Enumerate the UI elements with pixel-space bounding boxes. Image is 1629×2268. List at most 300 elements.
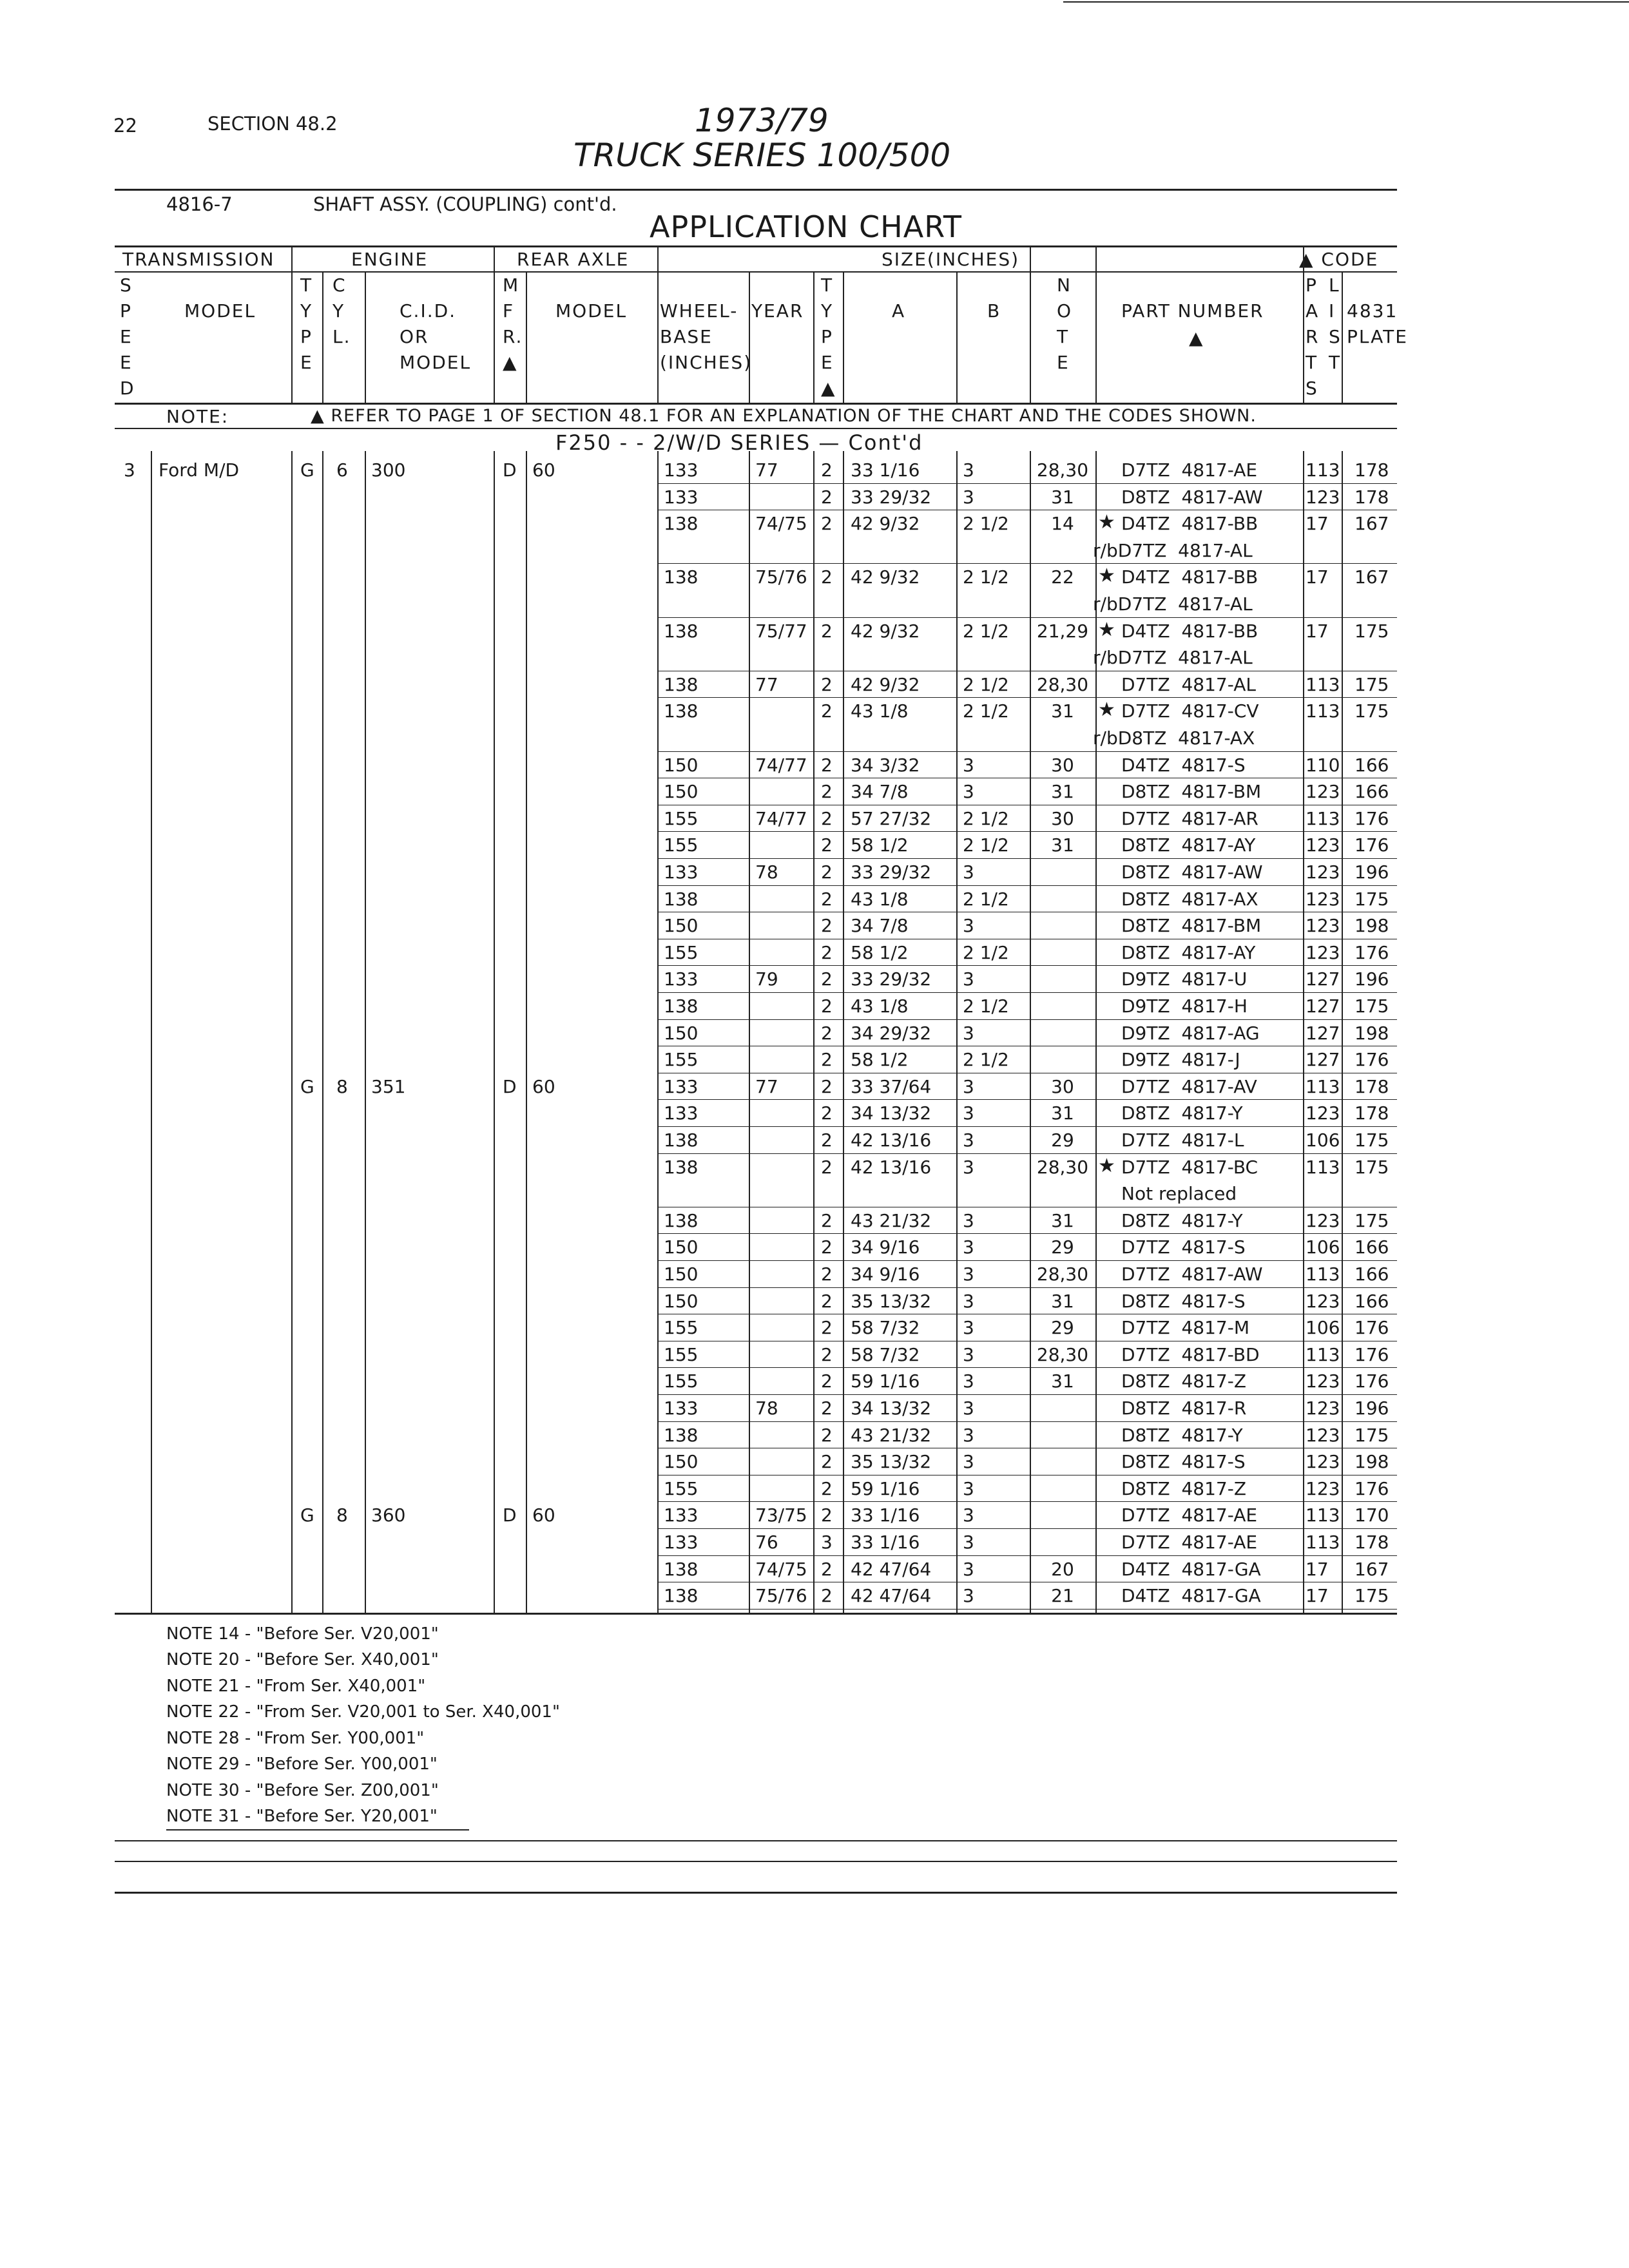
year-cell: 73/75 [755,1504,807,1526]
a-dimension-cell: 34 9/16 [851,1236,920,1258]
plate-code-cell: 166 [1354,1236,1389,1258]
size-type-cell: 2 [821,1022,833,1044]
plate-code-cell: 178 [1354,1102,1389,1124]
part-number-cell: D8TZ 4817-AW [1121,861,1263,883]
plate-code-cell: 175 [1354,620,1389,642]
plate-code-cell: 196 [1354,968,1389,990]
body-col-divider [365,451,366,1613]
parts-code-cell: 113 [1306,1075,1340,1097]
parts-code-cell: 113 [1306,673,1340,695]
size-type-cell: 2 [821,968,833,990]
engine-type-cell: G [300,1075,314,1097]
wheelbase-cell: 133 [664,1102,699,1124]
a-dimension-cell: 34 3/32 [851,754,920,776]
b-dimension-cell: 3 [963,968,974,990]
wheelbase-cell: 138 [664,673,699,695]
b-dimension-cell: 3 [963,1451,974,1473]
cylinder-cell: 8 [336,1504,348,1526]
parts-code-cell: 113 [1306,1532,1340,1553]
size-type-cell: 2 [821,1317,833,1339]
parts-code-cell: 127 [1306,1049,1340,1071]
b-dimension-cell: 2 1/2 [963,566,1009,588]
wheelbase-cell: 150 [664,1290,699,1312]
body-col-divider [526,451,527,1613]
list-header-letter: T [1329,352,1342,373]
parts-code-cell: 106 [1306,1236,1340,1258]
body-col-divider [813,451,815,1613]
plate-code-cell: 167 [1354,1558,1389,1580]
plate-code-cell: 176 [1354,1049,1389,1071]
footnote-line: NOTE 29 - "Before Ser. Y00,001" [166,1754,438,1774]
body-col-divider [657,451,659,1613]
note-cell: 28,30 [1036,1156,1089,1178]
footnote-line: NOTE 21 - "From Ser. X40,001" [166,1676,426,1696]
part-number-cell: D8TZ 4817-R [1121,1398,1247,1419]
footnote-line: NOTE 28 - "From Ser. Y00,001" [166,1728,425,1748]
footer-rule-2 [115,1861,1397,1862]
size-type-cell: 2 [821,513,833,535]
b-dimension-cell: 3 [963,1156,974,1178]
part-number-cell: D4TZ 4817-BB [1121,620,1258,642]
wheelbase-cell: 133 [664,968,699,990]
wheelbase-cell: 150 [664,754,699,776]
size-type-cell: 2 [821,459,833,481]
mfr-header-letter: R. [503,326,523,347]
note-cell: 31 [1051,1290,1074,1312]
parts-code-cell: 113 [1306,1156,1340,1178]
part-number-cell: D7TZ 4817-AE [1121,459,1258,481]
wheelbase-header-text: BASE [660,326,713,347]
parts-header-letter: R [1306,326,1320,347]
plate-code-cell: 166 [1354,1264,1389,1285]
mfr-header-letter: F [503,300,515,322]
b-dimension-cell: 3 [963,1209,974,1231]
plate-code-cell: 178 [1354,1075,1389,1097]
a-dimension-cell: 33 29/32 [851,968,932,990]
a-dimension-cell: 35 13/32 [851,1451,932,1473]
part-number-marker: ▲ [1189,327,1204,349]
axle-mfr-cell: D [503,1075,517,1097]
a-dimension-cell: 33 1/16 [851,1532,920,1553]
plate-code-cell: 176 [1354,1317,1389,1339]
page-number: 22 [113,115,137,137]
table-row-rule [657,1555,1397,1556]
parts-code-cell: 123 [1306,941,1340,963]
wheelbase-cell: 155 [664,1317,699,1339]
table-row-rule [657,1421,1397,1422]
a-dimension-cell: 34 13/32 [851,1102,932,1124]
year-cell: 78 [755,861,778,883]
engine-header: ENGINE [351,249,429,270]
plate-header-text: PLATE [1347,326,1408,347]
note-row-rule [115,428,1397,429]
table-row-rule [657,1260,1397,1261]
parts-code-cell: 113 [1306,1264,1340,1285]
note-cell: 28,30 [1036,1343,1089,1365]
note-cell: 31 [1051,834,1074,856]
plate-code-cell: 166 [1354,781,1389,803]
table-row-rule [657,1019,1397,1020]
table-row-rule [657,1609,1397,1610]
part-number-cell: D8TZ 4817-Y [1121,1424,1243,1446]
part-number-cell: D7TZ 4817-AV [1121,1075,1257,1097]
a-dimension-cell: 34 13/32 [851,1398,932,1419]
star-icon: ★ [1098,698,1115,722]
part-number-cell: D7TZ 4817-AW [1121,1264,1263,1285]
note-header-letter: N [1057,274,1072,296]
wheelbase-cell: 138 [664,1129,699,1151]
parts-code-cell: 106 [1306,1129,1340,1151]
parts-header-letter: S [1306,378,1318,399]
b-dimension-cell: 3 [963,1264,974,1285]
table-row-rule [657,751,1397,752]
b-dimension-cell: 3 [963,1398,974,1419]
plate-code-cell: 166 [1354,1290,1389,1312]
a-dimension-cell: 42 9/32 [851,673,920,695]
note-cell: 29 [1051,1317,1074,1339]
note-cell: 31 [1051,700,1074,722]
axle-model-cell: 60 [532,1075,555,1097]
type-header-letter: T [300,274,313,296]
plate-code-cell: 198 [1354,915,1389,937]
cyl-header-letter: L. [333,326,351,347]
year-cell: 79 [755,968,778,990]
note-cell: 28,30 [1036,459,1089,481]
year-cell: 74/77 [755,807,807,829]
size-type-cell: 2 [821,1424,833,1446]
replaced-by-cell: Not replaced [1121,1183,1237,1205]
note-header-letter: T [1057,326,1070,347]
size-type-header-letter: E [821,352,834,373]
wheelbase-cell: 138 [664,1156,699,1178]
plate-code-cell: 175 [1354,888,1389,910]
b-dimension-cell: 3 [963,1477,974,1499]
wheelbase-header-text: (INCHES) [660,352,753,373]
plate-code-cell: 175 [1354,1209,1389,1231]
header-col-divider [1303,245,1304,403]
a-dimension-cell: 43 21/32 [851,1209,932,1231]
wheelbase-cell: 150 [664,1451,699,1473]
table-row-rule [657,1501,1397,1502]
plate-code-cell: 175 [1354,1129,1389,1151]
a-dimension-cell: 42 47/64 [851,1558,932,1580]
a-dimension-cell: 58 1/2 [851,941,909,963]
table-row-rule [657,858,1397,859]
parts-code-cell: 123 [1306,781,1340,803]
wheelbase-cell: 138 [664,1585,699,1607]
year-cell: 77 [755,673,778,695]
parts-header-letter: P [1306,274,1318,296]
b-dimension-cell: 3 [963,1585,974,1607]
top-edge-rule [1063,1,1629,3]
size-type-cell: 3 [821,1532,833,1553]
list-header-letter: I [1329,300,1336,322]
plate-code-cell: 176 [1354,834,1389,856]
replaced-by-cell: r/bD7TZ 4817-AL [1093,647,1253,669]
engine-type-cell: G [300,1504,314,1526]
size-type-cell: 2 [821,1477,833,1499]
part-number-cell: D7TZ 4817-S [1121,1236,1246,1258]
part-number-cell: D4TZ 4817-BB [1121,513,1258,535]
a-dimension-cell: 43 1/8 [851,700,909,722]
footnote-line: NOTE 22 - "From Ser. V20,001 to Ser. X40,001" [166,1702,560,1722]
wheelbase-cell: 155 [664,1049,699,1071]
body-col-divider [291,451,293,1613]
size-type-cell: 2 [821,1370,833,1392]
part-number-cell: D8TZ 4817-AW [1121,486,1263,508]
plate-code-cell: 175 [1354,1424,1389,1446]
parts-code-cell: 123 [1306,1209,1340,1231]
size-type-cell: 2 [821,1451,833,1473]
header-rule [115,189,1397,191]
table-row-rule [657,1528,1397,1529]
a-dimension-cell: 58 1/2 [851,834,909,856]
b-dimension-cell: 3 [963,1290,974,1312]
part-number-cell: D8TZ 4817-Y [1121,1209,1243,1231]
plate-code-cell: 196 [1354,861,1389,883]
part-number-cell: D4TZ 4817-GA [1121,1585,1261,1607]
body-col-divider [494,451,495,1613]
body-col-divider [956,451,958,1613]
part-code: 4816-7 [166,193,233,215]
year-cell: 78 [755,1398,778,1419]
header-col-divider [494,245,495,403]
year-cell: 75/76 [755,566,807,588]
b-dimension-cell: 3 [963,781,974,803]
wheelbase-cell: 138 [664,513,699,535]
wheelbase-cell: 150 [664,1022,699,1044]
part-number-header: PART NUMBER [1121,300,1264,322]
a-dimension-cell: 33 37/64 [851,1075,932,1097]
star-icon: ★ [1098,1154,1115,1177]
b-dimension-cell: 2 1/2 [963,888,1009,910]
a-dimension-cell: 42 47/64 [851,1585,932,1607]
plate-code-cell: 178 [1354,459,1389,481]
header-col-divider [1095,245,1097,403]
part-number-cell: D8TZ 4817-Z [1121,1370,1247,1392]
a-dimension-cell: 33 29/32 [851,486,932,508]
plate-code-cell: 175 [1354,1585,1389,1607]
size-type-cell: 2 [821,486,833,508]
a-dimension-cell: 34 7/8 [851,915,909,937]
size-type-cell: 2 [821,1343,833,1365]
wheelbase-cell: 133 [664,1398,699,1419]
section-label: SECTION 48.2 [207,113,338,135]
table-row-rule [657,965,1397,966]
b-dimension-cell: 3 [963,459,974,481]
year-cell: 74/75 [755,1558,807,1580]
cylinder-cell: 6 [336,459,348,481]
part-number-cell: D8TZ 4817-Y [1121,1102,1243,1124]
parts-code-cell: 110 [1306,754,1340,776]
wheelbase-cell: 155 [664,1477,699,1499]
table-row-rule [657,617,1397,618]
parts-code-cell: 113 [1306,459,1340,481]
b-dimension-cell: 3 [963,1343,974,1365]
b-dimension-cell: 2 1/2 [963,513,1009,535]
size-type-cell: 2 [821,915,833,937]
wheelbase-cell: 138 [664,700,699,722]
transmission-header: TRANSMISSION [122,249,275,270]
wheelbase-cell: 138 [664,1209,699,1231]
series-label: F250 - - 2/W/D SERIES — Cont'd [555,430,923,455]
note-cell: 30 [1051,754,1074,776]
mfr-header-letter: M [503,274,520,296]
parts-code-cell: 123 [1306,888,1340,910]
note-cell: 29 [1051,1236,1074,1258]
parts-code-cell: 113 [1306,1504,1340,1526]
table-row-rule [657,1099,1397,1100]
size-type-cell: 2 [821,1129,833,1151]
note-cell: 14 [1051,513,1074,535]
parts-code-cell: 113 [1306,700,1340,722]
a-dimension-cell: 33 1/16 [851,459,920,481]
table-row-rule [657,1367,1397,1368]
b-dimension-cell: 3 [963,486,974,508]
a-header: A [892,300,906,322]
parts-code-cell: 127 [1306,995,1340,1017]
plate-code-cell: 198 [1354,1451,1389,1473]
plate-code-cell: 198 [1354,1022,1389,1044]
part-number-cell: D7TZ 4817-AE [1121,1504,1258,1526]
b-dimension-cell: 3 [963,915,974,937]
plate-code-cell: 176 [1354,1343,1389,1365]
plate-code-cell: 178 [1354,486,1389,508]
body-col-divider [322,451,323,1613]
size-type-header-letter: Y [821,300,834,322]
footer-rule-1 [115,1840,1397,1841]
a-dimension-cell: 43 1/8 [851,888,909,910]
b-dimension-cell: 3 [963,1236,974,1258]
note-cell: 30 [1051,807,1074,829]
b-dimension-cell: 2 1/2 [963,807,1009,829]
wheelbase-header-text: WHEEL- [660,300,738,322]
parts-code-cell: 17 [1306,1585,1329,1607]
part-number-cell: D8TZ 4817-S [1121,1290,1246,1312]
plate-code-cell: 170 [1354,1504,1389,1526]
size-type-cell: 2 [821,1398,833,1419]
note-cell: 21 [1051,1585,1074,1607]
parts-code-cell: 123 [1306,1102,1340,1124]
type-header-letter: P [300,326,313,347]
plate-code-cell: 196 [1354,1398,1389,1419]
parts-code-cell: 123 [1306,1398,1340,1419]
axle-mfr-cell: D [503,459,517,481]
body-col-divider [1030,451,1031,1613]
size-type-cell: 2 [821,1049,833,1071]
plate-code-cell: 175 [1354,700,1389,722]
table-row-rule [657,1233,1397,1234]
part-number-cell: D7TZ 4817-BD [1121,1343,1260,1365]
cid-header-text: OR [400,326,429,347]
year-header: YEAR [751,300,804,322]
footnote-line: NOTE 31 - "Before Ser. Y20,001" [166,1807,438,1827]
cyl-header-letter: C [333,274,347,296]
size-type-cell: 2 [821,620,833,642]
size-inches-header: SIZE(INCHES) [882,249,1020,270]
footer-rule-3 [115,1892,1397,1894]
part-number-cell: D9TZ 4817-U [1121,968,1248,990]
title-series: TRUCK SERIES 100/500 [574,137,951,174]
part-number-cell: D8TZ 4817-AY [1121,941,1256,963]
header-col-divider [749,271,750,403]
parts-code-cell: 17 [1306,566,1329,588]
body-col-divider [1303,451,1304,1613]
b-dimension-cell: 3 [963,1022,974,1044]
b-dimension-cell: 3 [963,1558,974,1580]
parts-code-cell: 123 [1306,486,1340,508]
table-row-rule [657,1126,1397,1127]
size-type-cell: 2 [821,673,833,695]
body-col-divider [1095,451,1097,1613]
size-type-cell: 2 [821,1504,833,1526]
b-dimension-cell: 3 [963,1424,974,1446]
b-dimension-cell: 2 1/2 [963,1049,1009,1071]
size-type-cell: 2 [821,834,833,856]
cyl-header-letter: Y [333,300,345,322]
plate-code-cell: 166 [1354,754,1389,776]
cid-cell: 300 [371,459,406,481]
plate-code-cell: 176 [1354,807,1389,829]
speed-header-letter: E [120,352,133,373]
axle-model-cell: 60 [532,1504,555,1526]
cid-header-text: MODEL [400,352,472,373]
part-number-cell: D7TZ 4817-BC [1121,1156,1258,1178]
transmission-model-cell: Ford M/D [159,459,240,481]
parts-code-cell: 127 [1306,968,1340,990]
a-dimension-cell: 42 9/32 [851,620,920,642]
note-cell: 31 [1051,1209,1074,1231]
size-type-cell: 2 [821,807,833,829]
mfr-header-letter: ▲ [503,352,518,373]
b-dimension-cell: 2 1/2 [963,941,1009,963]
wheelbase-cell: 155 [664,807,699,829]
part-number-cell: D7TZ 4817-AR [1121,807,1258,829]
header-col-divider [1342,271,1343,403]
header-col-divider [322,271,323,403]
note-cell: 20 [1051,1558,1074,1580]
a-dimension-cell: 58 1/2 [851,1049,909,1071]
note-cell: 31 [1051,486,1074,508]
star-icon: ★ [1098,511,1115,534]
wheelbase-cell: 150 [664,915,699,937]
part-description: SHAFT ASSY. (COUPLING) cont'd. [313,193,617,215]
table-top-rule [115,245,1397,247]
chart-title: APPLICATION CHART [650,209,962,244]
header-col-divider [657,245,659,403]
header-bottom-rule [115,403,1397,405]
a-dimension-cell: 59 1/16 [851,1370,920,1392]
plate-code-cell: 167 [1354,566,1389,588]
part-number-cell: D9TZ 4817-J [1121,1049,1240,1071]
wheelbase-cell: 150 [664,781,699,803]
parts-code-cell: 123 [1306,861,1340,883]
part-number-cell: D9TZ 4817-AG [1121,1022,1260,1044]
speed-header-letter: D [120,378,135,399]
star-icon: ★ [1098,618,1115,641]
a-dimension-cell: 43 1/8 [851,995,909,1017]
plate-code-cell: 175 [1354,995,1389,1017]
parts-code-cell: 123 [1306,1290,1340,1312]
part-number-cell: D4TZ 4817-GA [1121,1558,1261,1580]
a-dimension-cell: 42 13/16 [851,1129,932,1151]
speed-header-letter: P [120,300,132,322]
size-type-cell: 2 [821,754,833,776]
a-dimension-cell: 34 9/16 [851,1264,920,1285]
part-number-cell: D8TZ 4817-S [1121,1451,1246,1473]
b-dimension-cell: 2 1/2 [963,834,1009,856]
size-type-cell: 2 [821,1585,833,1607]
